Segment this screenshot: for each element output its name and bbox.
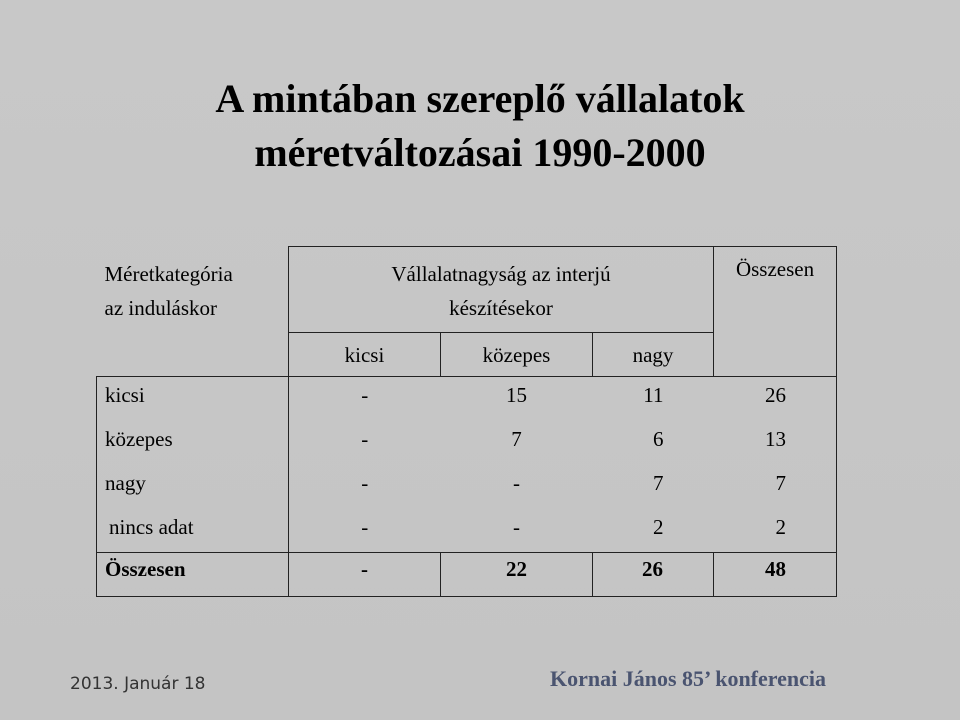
- cell: -: [361, 514, 369, 539]
- table-row: [97, 421, 837, 465]
- footer-date: 2013. Január 18: [70, 674, 206, 694]
- title-line-2: méretváltozásai 1990-2000: [254, 130, 706, 175]
- total-label: Összesen: [97, 553, 289, 597]
- table-row: [97, 377, 837, 421]
- total-cell: 26: [593, 553, 714, 597]
- row-label: nincs adat: [97, 509, 289, 553]
- cell: -: [513, 514, 520, 539]
- subheader-small: kicsi: [289, 333, 441, 377]
- cell: -: [361, 426, 369, 451]
- footer-conference: Kornai János 85’ konferencia: [550, 666, 827, 691]
- cell: 26: [714, 377, 837, 421]
- total-cell: -: [289, 553, 441, 597]
- total-cell: 22: [441, 553, 593, 597]
- total-cell: 48: [714, 553, 837, 597]
- cell: 15: [441, 377, 593, 421]
- cell: 2: [714, 509, 837, 553]
- cell: 11: [593, 377, 714, 421]
- header-size-category: Méretkategória az induláskor: [97, 247, 289, 377]
- cell: -: [513, 470, 520, 495]
- row-label: nagy: [97, 465, 289, 509]
- cell: 7: [653, 470, 664, 495]
- size-change-table: [96, 246, 836, 594]
- row-label: kicsi: [97, 377, 289, 421]
- cell: 7: [511, 426, 522, 451]
- cell: 6: [653, 426, 664, 451]
- total-row: [97, 553, 837, 597]
- cell: 7: [714, 465, 837, 509]
- cell: 2: [653, 514, 664, 539]
- cell: -: [361, 470, 369, 495]
- subheader-large: nagy: [593, 333, 714, 377]
- cell: 13: [714, 421, 837, 465]
- slide-title: [0, 72, 960, 180]
- title-line-1: A mintában szereplő vállalatok: [215, 76, 745, 121]
- table-row: [97, 509, 837, 553]
- subheader-medium: közepes: [482, 343, 551, 367]
- header-company-size-at-interview: Vállalatnagyság az interjú készítésekor: [289, 247, 714, 333]
- table-row: [97, 465, 837, 509]
- cell: -: [289, 377, 441, 421]
- row-label: közepes: [97, 421, 289, 465]
- header-total: Összesen: [714, 247, 837, 377]
